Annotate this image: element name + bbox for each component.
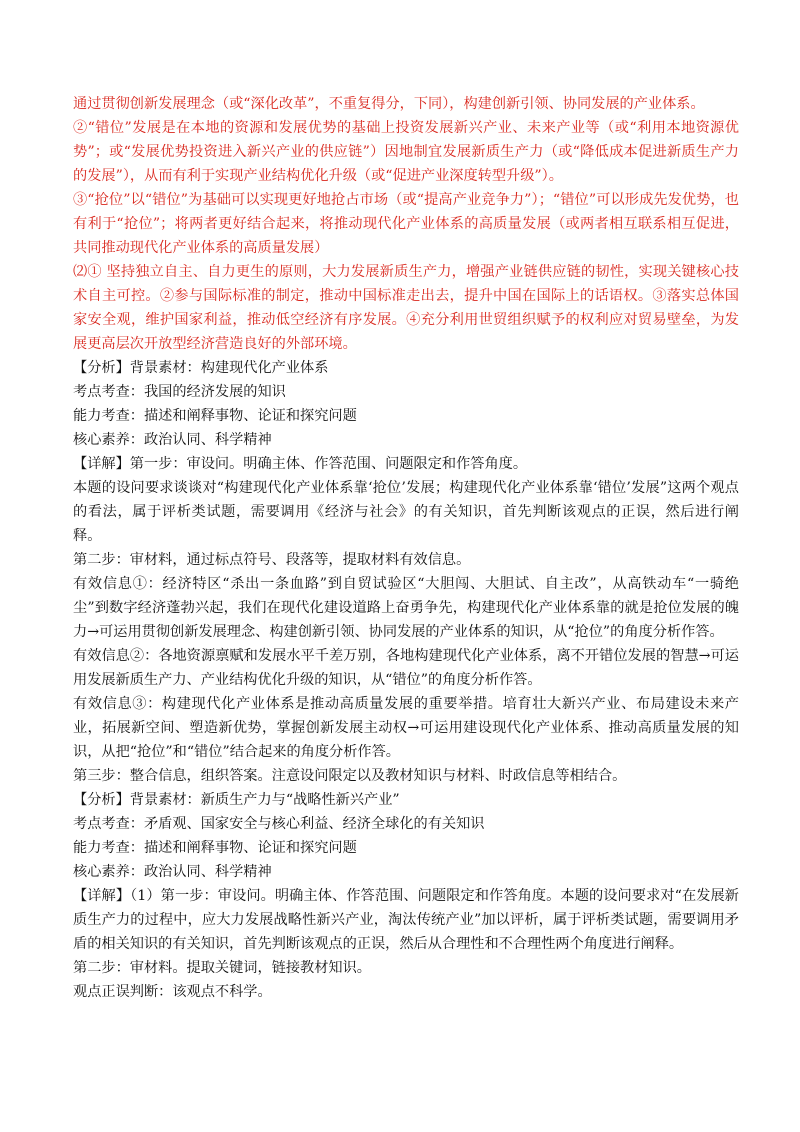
analysis1-background: 【分析】背景素材：构建现代化产业体系 bbox=[73, 360, 329, 376]
answer-paragraph-4: ⑵① 坚持独立自主、自力更生的原则，大力发展新质生产力，增强产业链供应链的韧性，实现关键核心技术自主可控。②参与国际标准的制定，推动中国标准走出去，提升中国在国际上的话语权。③落实总体国家安全观，维护国家利益，推动低空经济有序发展。④充分利用世贸组织赋予的权利应对贸易壁垒，为发展更高层次开放型经济营造良好的外部环境。 bbox=[73, 264, 739, 352]
analysis1-step2: 第二步：审材料，通过标点符号、段落等，提取材料有效信息。 bbox=[73, 552, 471, 568]
analysis1-ability: 能力考查：描述和阐释事物、论证和探究问题 bbox=[73, 408, 357, 424]
document-page bbox=[73, 92, 739, 1004]
analysis1-literacy: 核心素养：政治认同、科学精神 bbox=[73, 432, 272, 448]
analysis2-step2: 第二步：审材料。提取关键词，链接教材知识。 bbox=[73, 960, 371, 976]
analysis2-step1: 【详解】（1）第一步：审设问。明确主体、作答范围、问题限定和作答角度。本题的设问要求对“在发展新质生产力的过程中，应大力发展战略性新兴产业，淘汰传统产业”加以评析，属于评析类试题，需要调用矛盾的相关知识的有关知识，首先判断该观点的正误，然后从合理性和不合理性两个角度进行阐释。 bbox=[73, 888, 739, 952]
analysis1-info-1: 有效信息①：经济特区“杀出一条血路”到自贸试验区“大胆闯、大胆试、自主改”，从高铁动车“一骑绝尘”到数字经济蓬勃兴起，我们在现代化建设道路上奋勇争先，构建现代化产业体系靠的就是抢位发展的魄力→可运用贯彻创新发展理念、构建创新引领、协同发展的产业体系的知识，从“抢位”的角度分析作答。 bbox=[73, 576, 739, 640]
analysis2-ability: 能力考查：描述和阐释事物、论证和探究问题 bbox=[73, 840, 357, 856]
analysis1-question-intent: 本题的设问要求谈谈对“构建现代化产业体系靠‘抢位’发展；构建现代化产业体系靠‘错位’发展”这两个观点的看法，属于评析类试题，需要调用《经济与社会》的有关知识，首先判断该观点的正误，然后进行阐释。 bbox=[73, 480, 739, 544]
analysis1-step3: 第三步：整合信息，组织答案。注意设问限定以及教材知识与材料、时政信息等相结合。 bbox=[73, 768, 627, 784]
analysis2-judgment: 观点正误判断：该观点不科学。 bbox=[73, 984, 272, 1000]
answer-paragraph-1: 通过贯彻创新发展理念（或“深化改革”，不重复得分，下同），构建创新引领、协同发展的产业体系。 bbox=[73, 96, 705, 112]
analysis2-knowledge-point: 考点考查：矛盾观、国家安全与核心利益、经济全球化的有关知识 bbox=[73, 816, 485, 832]
answer-paragraph-3: ③“抢位”以“错位”为基础可以实现更好地抢占市场（或“提高产业竞争力”）；“错位”可以形成先发优势，也有利于“抢位”；将两者更好结合起来，将推动现代化产业体系的高质量发展（或两者相互联系相互促进，共同推动现代化产业体系的高质量发展） bbox=[73, 192, 739, 256]
analysis1-info-3: 有效信息③：构建现代化产业体系是推动高质量发展的重要举措。培育壮大新兴产业、布局建设未来产业，拓展新空间、塑造新优势，掌握创新发展主动权→可运用建设现代化产业体系、推动高质量发展的知识，从把“抢位”和“错位”结合起来的角度分析作答。 bbox=[73, 696, 739, 760]
answer-paragraph-2: ②“错位”发展是在本地的资源和发展优势的基础上投资发展新兴产业、未来产业等（或“利用本地资源优势”；或“发展优势投资进入新兴产业的供应链”）因地制宜发展新质生产力（或“降低成本促进新质生产力的发展”），从而有利于实现产业结构优化升级（或“促进产业深度转型升级”）。 bbox=[73, 120, 739, 184]
analysis1-knowledge-point: 考点考查：我国的经济发展的知识 bbox=[73, 384, 286, 400]
analysis2-background: 【分析】背景素材：新质生产力与“战略性新兴产业” bbox=[73, 792, 400, 808]
analysis1-info-2: 有效信息②：各地资源禀赋和发展水平千差万别，各地构建现代化产业体系，离不开错位发展的智慧→可运用发展新质生产力、产业结构优化升级的知识，从“错位”的角度分析作答。 bbox=[73, 648, 739, 688]
analysis2-literacy: 核心素养：政治认同、科学精神 bbox=[73, 864, 272, 880]
analysis1-step1: 【详解】第一步：审设问。明确主体、作答范围、问题限定和作答角度。 bbox=[73, 456, 528, 472]
